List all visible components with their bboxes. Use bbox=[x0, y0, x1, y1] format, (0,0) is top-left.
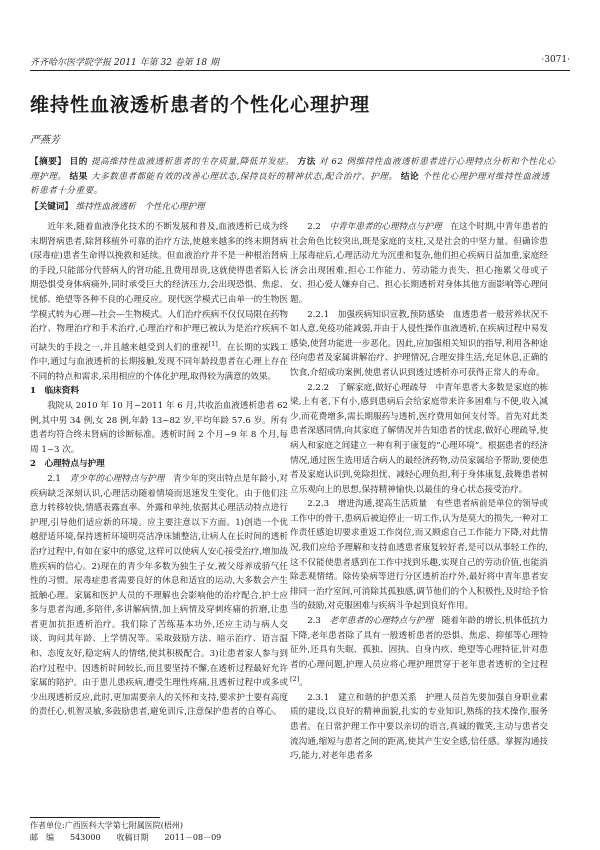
clinical-data-paragraph: 我院从 2010 年 10 月~2011 年 6 月,共收治血液透析患者 62 例,其中男 34 例,女 28 例,年龄 13~82 岁,平均年龄 57.6 岁。所有患者均符合终末肾病的诊断标准。透析时间 2 个月~9 年 8 个月,每周 1~3 次。 bbox=[30, 400, 288, 455]
citation-1: [1] bbox=[208, 339, 218, 348]
zip-code: 543000 bbox=[70, 833, 101, 842]
result-text: 大多数患者都能有效的改善心理状态,保持良好的精神状态,配合治疗、护理。 bbox=[91, 171, 398, 182]
abstract bbox=[30, 155, 558, 199]
section-heading-2: 2 心理特点与护理 bbox=[30, 459, 105, 470]
journal-name: 齐齐哈尔医学院学报 2011 年第 32 卷第 18 期 bbox=[30, 58, 219, 68]
youth-paragraph: 2.1 青少年的心理特点与护理 青少年的突出特点是年龄小,对疾病缺乏深刻认识,心理活动随着情境而迅速发生变化。由于他们注意力转移较快,情感表露直率、外露和单纯,依据其心理活动特点进行护理,引导他们适应新的环境。应主要注意以下方面。1)创造一个优越舒适环境,保持透析环境明亮洁净床铺整洁,让病人在长时间的透析治疗过程中,有如在家中的感觉,这样可以使病人安心接受治疗,增加战胜疾病的信心。2)现在的青少年多数为独生子女,被父母养成骄气任性的习惯。尿毒症患者需要良好的休息和适宜的运动,大多数会产生抵触心理。家属和医护人员的不理解也会影响他的治疗配合,护士应多与患者沟通,多陪伴,多讲解病情,加上病情及穿刺疼痛的折磨,让患者更加抗拒透析治疗。我们除了苦练基本功外,还应主动与病人交谈、询问其年龄、上学情况等。采取鼓励方法、暗示治疗、语言温和、态度友好,稳定病人的情绪,使其积极配合。3)让患者家人参与到治疗过程中。因透析时间较长,而且要坚持不懈,在透析过程最好允许家属的陪护。由于患儿患疾病,遭受生理性疼痛,且透析过程中或多或少出现透析反应,此时,更加需要亲人的关怀和支持,要求护士要有高度的责任心,机智灵敏,多鼓励患者,避免训斥,注意保护患者的自尊心。 bbox=[30, 473, 288, 718]
author: 严燕芳 bbox=[30, 135, 60, 146]
section-heading-1: 1 临床资料 bbox=[30, 386, 79, 397]
conclusion-label: 结论 bbox=[400, 171, 420, 182]
subsection-number-2-3: 2.3 bbox=[307, 616, 321, 627]
subsection-number-2-1: 2.1 bbox=[47, 473, 61, 484]
right-column bbox=[290, 220, 548, 842]
affiliation-label: 作者单位: bbox=[30, 821, 65, 830]
subsection-heading-2-3-1: 2.3.1 建立和谐的护患关系 bbox=[307, 692, 417, 703]
objective-label: 目的 bbox=[69, 157, 88, 167]
affiliation: 广西医科大学第七附属医院(梧州) bbox=[64, 821, 183, 830]
received-date: 2011－08－09 bbox=[164, 833, 222, 842]
result-label: 结果 bbox=[69, 171, 88, 182]
zip-label: 邮 编 bbox=[30, 833, 54, 842]
method-label: 方法 bbox=[297, 157, 316, 167]
paragraph-2-2-1: 2.2.1 加强疾病知识宣教,预防感染 血透患者一般营养状况不如人意,免疫功能减弱,并由于人侵性操作血液透析,在疾病过程中易发感染,使肾功能进一步恶化。因此,应加强相关知识的指导,利用各种途径向患者及家属讲解治疗、护理情况,合理安排生活,充足休息,正确的饮食,介绍成功案例,使患者认识到透过透析亦可获得正常人的寿命。 bbox=[290, 309, 548, 378]
footnote-rule bbox=[30, 817, 160, 818]
citation-2: [2] bbox=[290, 675, 300, 684]
elderly-paragraph: 2.3 老年患者的心理特点与护理 随着年龄的增长,机体低抗力下降,老年患者除了具有一般透析患者的恐惧、焦虑、抑郁等心理特征外,还具有失眠、孤独、固执、自身内疚、绝望等心理特征,针对患者的心理问题,护理人员应将心理护理贯穿于老年患者透析的全过程[2]。 bbox=[290, 616, 548, 689]
paragraph-2-2-2: 2.2.2 了解家庭,做好心理疏导 中青年患者大多数是家庭的栋梁,上有老,下有小,感到患病后会给家庭带来许多困难与不便,收入减少,而花费增多,需长期服药与透析,医疗费用如何支付等。首先对此类患者深感同情,向其家庭了解情况并告知患者的忧虑,做好心理疏导,使病人和家庭之间建立一种有利于康复的“心理环境”。根据患者的经济情况,通过医生选用适合病人的最经济药物,动员家属给予帮助,要使患者及家庭认识到,免除担忧、减轻心理负担,利于身体康复,鼓舞患者树立乐观向上的思想,保持精神愉快,以最佳的身心状态接受治疗。 bbox=[290, 382, 548, 495]
paragraph-2-2-3: 2.2.3 增进沟通,提高生活质量 有些患者病前是单位的领导或工作中的骨干,患病后被迫停止一切工作,认为是莫大的损失,一种对工作责任感迫切要求重返工作岗位,而又顾虑自己工作能力下降,对此情况,我们应给予理解和支持血透患者康复较好者,是可以从事轻工作的,这不仅能使患者感到在工作中找到乐趣,实现自己的劳动价值,也能消除悲观情绪。除传染病等进行分区透析治疗外,最好将中青年患者安排同一治疗室间,可消除其孤独感,调节他们的个人积极性,及时给予恰当的鼓励,对克服困难与疾病斗争起到良好作用。 bbox=[290, 499, 548, 612]
subsection-number-2-2: 2.2 bbox=[307, 222, 321, 232]
objective-text: 提高维持性血液透析患者的生存质量,降低并发症。 bbox=[91, 157, 295, 167]
middle-age-paragraph: 2.2 中青年患者的心理特点与护理 在这个时期,中青年患者的社会角色比较突出,既是家庭的支柱,又是社会的中坚力量。但确诊患上尿毒症后,心理活动尤为沉重和复杂,他们担心疾病日益加重,家庭经济会出现困难,担心工作能力、劳动能力丧失、担心拖累父母或子女、担心爱人嫌弃自己、担心长期透析对身体其他方面影响等心理问题。 bbox=[290, 222, 548, 305]
subsection-title-2-2: 中青年患者的心理特点与护理 bbox=[329, 222, 442, 232]
abstract-tag: 【摘要】 bbox=[30, 157, 67, 167]
footnote bbox=[30, 820, 221, 844]
subsection-title-2-3: 老年患者的心理特点与护理 bbox=[329, 616, 434, 627]
subsection-heading-2-2-3: 2.2.3 增进沟通,提高生活质量 bbox=[307, 499, 427, 510]
method-text: 对 62 例维持性血液透析患者进行心理特点分析和个性化心理护理。 bbox=[30, 157, 556, 182]
paragraph-2-3-1: 2.3.1 建立和谐的护患关系 护理人员首先要加强自身职业素质的建设,以良好的精神面貌,扎实的专业知识,熟练的技术操作,服务患者。在日常护理工作中要以亲切的语言,真诚的微笑,主动与患者交流沟通,缩短与患者之间的距离,使其产生安全感,信任感。掌握沟通技巧,能力,对老年患者多 bbox=[290, 692, 548, 762]
subsection-heading-2-2-1: 2.2.1 加强疾病知识宣教,预防感染 bbox=[307, 309, 445, 320]
received-label: 收稿日期 bbox=[116, 833, 149, 842]
keywords-text: 维持性血液透析 个性化心理护理 bbox=[75, 202, 205, 212]
article-title: 维持性血液透析患者的个性化心理护理 bbox=[30, 94, 371, 116]
subsection-title-2-1: 青少年的心理特点与护理 bbox=[69, 473, 165, 484]
header-rule bbox=[30, 70, 570, 71]
subsection-heading-2-2-2: 2.2.2 了解家庭,做好心理疏导 bbox=[307, 382, 427, 393]
page-number: ·3071· bbox=[541, 55, 570, 65]
conclusion-text: 个性化心理护理对维持性血液透析患者十分重要。 bbox=[30, 171, 550, 196]
left-column bbox=[30, 220, 288, 812]
keywords bbox=[30, 200, 205, 212]
running-header bbox=[30, 55, 570, 67]
keywords-tag: 【关键词】 bbox=[30, 202, 73, 212]
intro-paragraph: 近年来,随着血液净化技术的不断发展和普及,血液透析已成为终末期肾病患者,除肾移植外可靠的治疗方法,使越来越多的终末期肾病(尿毒症)患者生命得以挽救和延续。但血液治疗并不是一种根治肾病的手段,只能部分代替病人的肾功能,且费用昂贵,这就使得患者陷入长期恐惧受身体病痛外,同时承受巨大的经济压力,会出现恐惧、焦虑、忧郁、绝望等各种不良的心理反应。现代医学模式已由单一的生物医学模式转为心理—社会—生物模式。人们治疗疾病不仅仅局限在药物治疗、物理治疗和手术治疗,心理治疗和护理已被认为是治疗疾病不可缺失的手段之一,并且越来越受到人们的重视[1]。在长期的实践工作中,通过与血液透析的长期接触,发现不同年龄段患者在心理上存在不同的特点和需求,采用相应的个体化护理,取得较为满意的效果。 bbox=[30, 222, 288, 382]
